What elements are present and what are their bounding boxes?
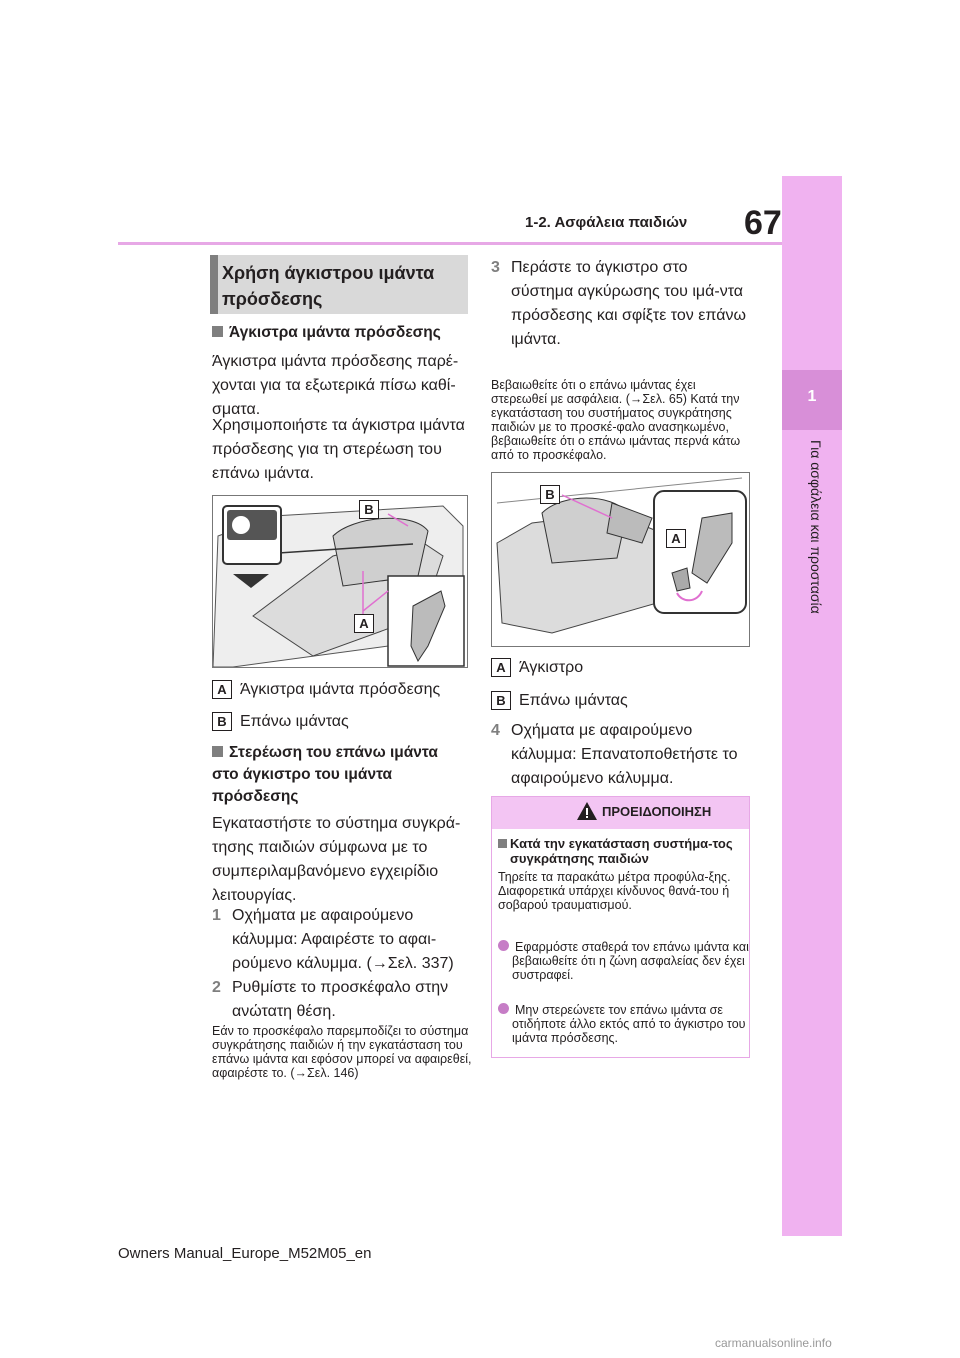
figure-label-a: A xyxy=(666,529,686,548)
page-number: 67 xyxy=(744,204,782,242)
warning-triangle-icon xyxy=(576,801,598,821)
anchor-location-figure xyxy=(212,495,468,668)
section-title: Χρήση άγκιστρου ιμάντα πρόσδεσης xyxy=(222,263,435,309)
step-3: 3 Περάστε το άγκιστρο στο σύστημα αγκύρωσης του ιμά-ντα πρόσδεσης και σφίξτε τον επάνω ιμάντα. xyxy=(491,259,746,348)
legend-a: A Άγκιστρο xyxy=(491,656,753,680)
step-2: 2 Ρυθμίστε το προσκέφαλο στην ανώτατη θέση. xyxy=(212,979,449,1020)
seat-anchor-illustration xyxy=(213,496,467,667)
footer: Owners Manual_Europe_M52M05_en xyxy=(118,1245,372,1262)
round-bullet-icon xyxy=(498,940,509,951)
watermark: carmanualsonline.info xyxy=(715,1336,832,1350)
chapter-label: Για ασφάλεια και προστασία xyxy=(808,440,824,614)
round-bullet-icon xyxy=(498,1003,509,1014)
figure-label-a: A xyxy=(354,614,374,633)
secure-note: Βεβαιωθείτε ότι ο επάνω ιμάντας έχει στερεωθεί με ασφάλεια. (→Σελ. 65) Κατά την εγκατάσταση του συστήματος συγκράτησης παιδιών με το προσκέ-φαλο ανασηκωμένο, βεβαιωθείτε ότι ο επάνω ιμάντας περνά κάτω από το προσκέφαλο. xyxy=(491,378,741,462)
section-header: 1-2. Ασφάλεια παιδιών xyxy=(525,214,688,231)
figure-label-b: B xyxy=(540,485,560,504)
subheading-securing: Στερέωση του επάνω ιμάντα στο άγκιστρο του ιμάντα πρόσδεσης xyxy=(212,744,438,805)
warning-bullet-2: Μην στερεώνετε τον επάνω ιμάντα σε οτιδήποτε άλλο εκτός από το άγκιστρο του ιμάντα πρόσδεσης. xyxy=(498,1003,758,1045)
legend-b: B Επάνω ιμάντας xyxy=(491,689,753,713)
anchors-usage-paragraph: Χρησιμοποιήστε τα άγκιστρα ιμάντα πρόσδεσης για τη στερέωση του επάνω ιμάντα. xyxy=(212,417,465,482)
figure-label-b: B xyxy=(359,500,379,519)
install-paragraph: Εγκαταστήστε το σύστημα συγκρά-τησης παιδιών σύμφωνα με το συμπεριλαμβανόμενο εγχειρίδιο λειτουργίας. xyxy=(212,815,461,904)
square-bullet-icon xyxy=(212,326,223,337)
hook-attach-figure xyxy=(491,472,750,647)
subheading-anchors: Άγκιστρα ιμάντα πρόσδεσης xyxy=(212,322,474,344)
top-tether-badge-text: TOP-TETHER xyxy=(234,540,270,546)
header-rule xyxy=(118,242,782,245)
legend-b: B Επάνω ιμάντας xyxy=(212,710,474,734)
headrest-note: Εάν το προσκέφαλο παρεμποδίζει το σύστημα συγκράτησης παιδιών ή την εγκατάσταση του επάνω ιμάντα και εφόσον μπορεί να αφαιρεθεί, αφαιρέστε το. (→Σελ. 146) xyxy=(212,1024,472,1080)
square-bullet-icon xyxy=(498,839,507,848)
legend-b-letter: B xyxy=(212,712,232,731)
legend-a-letter: A xyxy=(491,658,511,677)
legend-b-letter: B xyxy=(491,691,511,710)
step-4: 4 Οχήματα με αφαιρούμενο κάλυμμα: Επανατοποθετήστε το αφαιρούμενο κάλυμμα. xyxy=(491,722,738,787)
warning-text: Τηρείτε τα παρακάτω μέτρα προφύλα-ξης. Διαφορετικά υπάρχει κίνδυνος θανά-του ή σοβαρού τραυματισμού. xyxy=(498,870,731,912)
hook-attach-illustration xyxy=(492,473,749,646)
square-bullet-icon xyxy=(212,746,223,757)
step-1: 1 Οχήματα με αφαιρούμενο κάλυμμα: Αφαιρέστε το αφαι-ρούμενο κάλυμμα. (→Σελ. 337) xyxy=(212,907,454,972)
warning-title: ΠΡΟΕΙΔΟΠΟΙΗΣΗ xyxy=(602,804,712,819)
anchors-paragraph: Άγκιστρα ιμάντα πρόσδεσης παρέ-χονται για τα εξωτερικά πίσω καθί-σματα. xyxy=(212,353,459,418)
warning-subheading: Κατά την εγκατάσταση συστήμα-τος συγκράτησης παιδιών xyxy=(498,836,756,866)
chapter-number: 1 xyxy=(807,388,817,405)
legend-a-letter: A xyxy=(212,680,232,699)
legend-a: A Άγκιστρα ιμάντα πρόσδεσης xyxy=(212,678,474,702)
warning-bullet-1: Εφαρμόστε σταθερά τον επάνω ιμάντα και βεβαιωθείτε ότι η ζώνη ασφαλείας δεν έχει συστραφεί. xyxy=(498,940,758,982)
